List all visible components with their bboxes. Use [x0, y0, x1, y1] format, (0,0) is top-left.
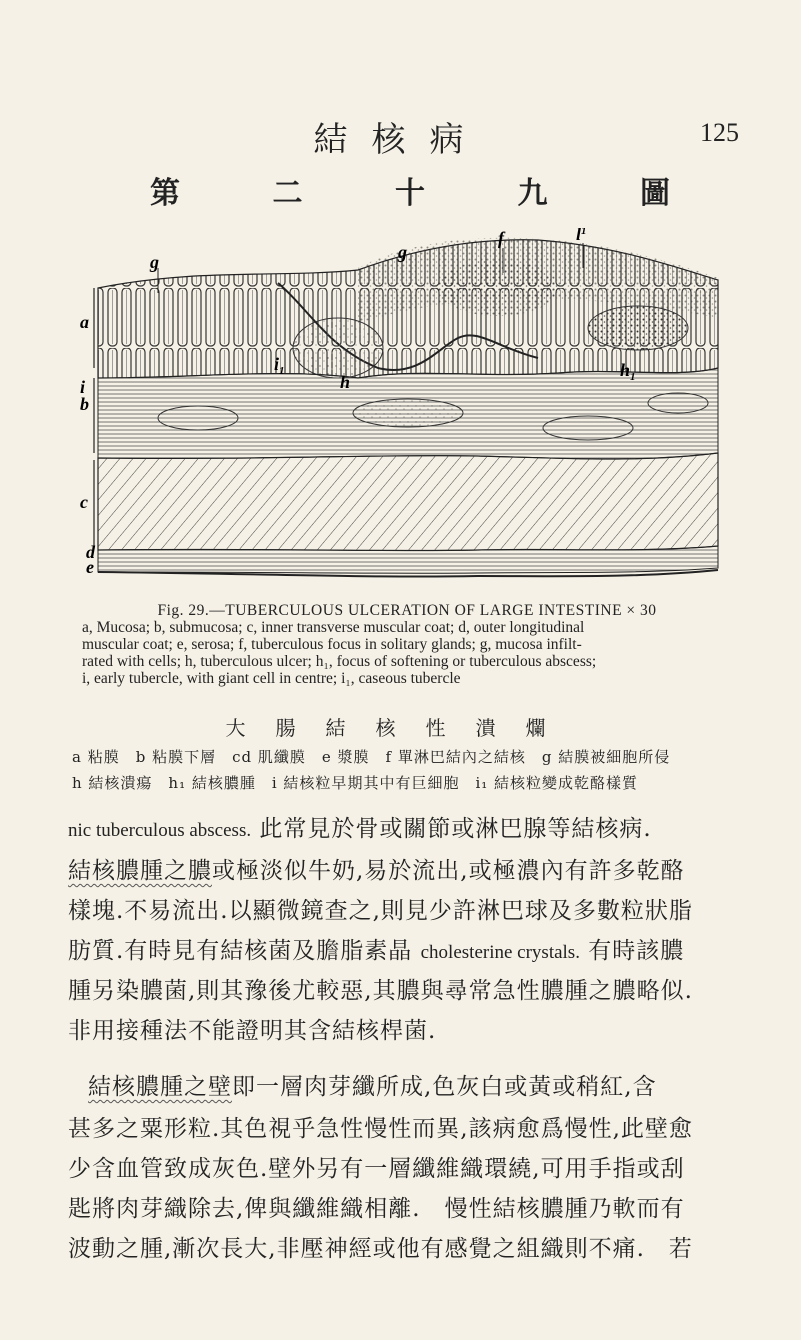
body-line: 樣塊.不易流出.以顯微鏡查之,則見少許淋巴球及多數粒狀脂 [68, 898, 693, 924]
body-text: 即一層肉芽纖所成,色灰白或黃或稍紅,含 [232, 1074, 657, 1100]
histology-plate [78, 228, 726, 598]
emphasized-term: 結核膿腫之壁 [88, 1074, 232, 1100]
body-line [68, 852, 768, 885]
plate-label-g: g [150, 252, 159, 272]
plate-label-h: h [340, 372, 351, 392]
body-line [68, 932, 768, 965]
figure-caption [82, 602, 732, 687]
histology-illustration [78, 228, 726, 598]
plate-label-b: b [80, 394, 89, 414]
figure-heading-char: 九 [517, 176, 548, 211]
body-text: 肪質.有時見有結核菌及膽脂素晶 [68, 938, 413, 964]
caption-title: Fig. 29.—TUBERCULOUS ULCERATION OF LARGE INTESTINE × 30 [157, 602, 657, 619]
chinese-caption-title: 大腸結核性潰爛 [225, 716, 576, 740]
latin-term: cholesterine crystals. [420, 942, 580, 963]
caption-line: a, Mucosa; b, submucosa; c, inner transverse muscular coat; d, outer longitudinal [82, 619, 585, 636]
plate-label-a: a [80, 312, 89, 332]
body-line: 腫另染膿菌,則其豫後尤較惡,其膿與尋常急性膿腫之膿略似. [68, 978, 693, 1004]
body-text: 有時該膿 [588, 938, 685, 964]
plate-label-d: d [86, 542, 95, 562]
figure-heading-char: 二 [272, 176, 303, 211]
emphasized-term: 結核膿腫之膿 [68, 858, 212, 884]
figure-heading-char: 第 [150, 176, 180, 211]
legend-line: a 粘膜 b 粘膜下層 cd 肌纖膜 e 漿膜 f 單淋巴結內之結核 g 結膜被細胞所侵 [72, 748, 671, 766]
body-line: 波動之腫,漸次長大,非壓神經或他有感覺之組織則不痛. 若 [68, 1236, 693, 1262]
plate-label-f: f [498, 228, 504, 248]
plate-label-l1: $l^1$ [576, 228, 587, 244]
legend-line: h 結核潰瘍 h₁ 結核膿腫 i 結核粒早期其中有巨細胞 i₁ 結核粒變成乾酪樣質 [72, 774, 639, 792]
running-title: 結核病 [313, 120, 488, 160]
caption-line: rated with cells; h, tuberculous ulcer; h₁, focus of softening or tuberculous abscess; [82, 653, 597, 670]
caption-line: i, early tubercle, with giant cell in centre; i₁, caseous tubercle [82, 670, 461, 687]
plate-label-i: i [80, 377, 86, 397]
plate-label-g: g [398, 242, 407, 262]
plate-label-c: c [80, 492, 88, 512]
plate-label-e: e [86, 557, 94, 577]
body-line: 非用接種法不能證明其含結核桿菌. [68, 1018, 437, 1044]
caption-line: muscular coat; e, serosa; f, tuberculous focus in solitary glands; g, mucosa infilt- [82, 636, 582, 653]
body-line [68, 810, 768, 843]
body-line: 少含血管致成灰色.壁外另有一層纖維織環繞,可用手指或刮 [68, 1156, 685, 1182]
page-number: 125 [700, 118, 739, 147]
figure-heading-char: 十 [395, 176, 425, 211]
plate-label-i1: $i_1$ [274, 354, 285, 377]
body-line [88, 1068, 788, 1101]
body-line: 匙將肉芽織除去,俾與纖維織相離. 慢性結核膿腫乃軟而有 [68, 1196, 685, 1222]
body-text: 或極淡似牛奶,易於流出,或極濃內有許多乾酪 [212, 858, 685, 884]
plate-label-h1: $h_1$ [620, 360, 636, 383]
figure-heading-char: 圖 [640, 176, 670, 211]
body-text: 此常見於骨或關節或淋巴腺等結核病. [259, 816, 652, 842]
body-line: 甚多之粟形粒.其色視乎急性慢性而異,該病愈爲慢性,此壁愈 [68, 1116, 693, 1142]
figure-heading [150, 168, 670, 212]
latin-term: nic tuberculous abscess. [68, 820, 252, 841]
